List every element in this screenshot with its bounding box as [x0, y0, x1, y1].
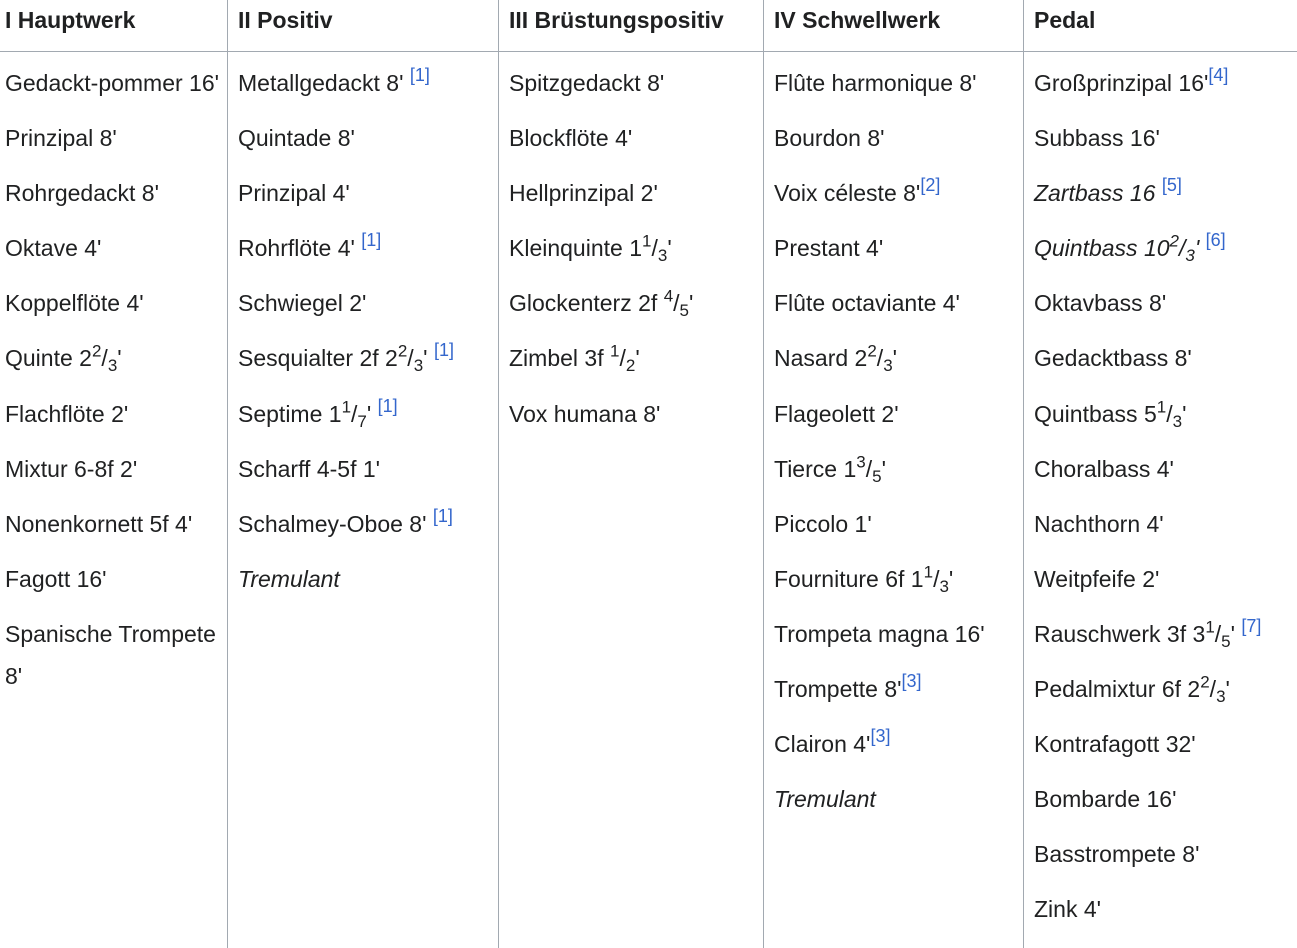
stop-text: Weitpfeife 2': [1034, 565, 1160, 592]
stop-cell: [238, 172, 493, 215]
stop-cell: [1034, 282, 1296, 325]
stop-cell: [774, 227, 1019, 270]
footnote-reference-label: [1]: [361, 230, 382, 251]
stop-text: /: [619, 345, 626, 372]
stop-text: ': [892, 345, 898, 372]
stop-text: Zink 4': [1034, 896, 1102, 923]
fraction-numerator: 3: [856, 452, 866, 472]
stop-text: Flageolett 2': [774, 400, 899, 427]
stop-text: Vox humana 8': [509, 400, 661, 427]
stop-cell: [774, 613, 1019, 656]
stop-text: ': [881, 455, 886, 482]
fraction-denominator: 3: [1172, 411, 1183, 431]
fraction-denominator: 3: [883, 356, 893, 376]
header-schwellwerk: IV Schwellwerk: [774, 7, 941, 33]
fraction-numerator: 2: [1169, 231, 1179, 251]
stop-text: Quintade 8': [238, 125, 355, 152]
stop-cell: [774, 723, 1019, 766]
column-pedal: [1034, 62, 1296, 944]
header-bruestungspositiv: III Brüstungspositiv: [509, 7, 724, 33]
stop-cell: [774, 337, 1019, 380]
stop-text: Rauschwerk 3f 3: [1034, 620, 1206, 647]
stop-text: /: [1166, 400, 1173, 427]
fraction-denominator: 3: [107, 356, 118, 376]
stop-text: Gedacktbass 8': [1034, 345, 1192, 372]
stop-text: ': [948, 565, 954, 592]
stop-text: Scharff 4-5f 1': [238, 455, 381, 482]
stop-cell: [1034, 227, 1296, 270]
stop-cell: [509, 62, 759, 105]
stop-cell: [774, 558, 1019, 601]
stop-cell: [5, 172, 220, 215]
stop-text: Flûte harmonique 8': [774, 70, 977, 96]
stop-cell: [1034, 833, 1296, 876]
stop-text: Prinzipal 4': [238, 180, 350, 207]
fraction-denominator: 3: [657, 246, 668, 266]
stop-text: ': [1194, 235, 1206, 262]
stop-text: Basstrompete 8': [1034, 841, 1200, 868]
stop-text: ': [423, 345, 434, 372]
footnote-reference-link[interactable]: [433, 340, 454, 371]
fraction-numerator: 1: [609, 342, 620, 362]
stop-text: /: [407, 345, 414, 372]
stop-text: Flachflöte 2': [5, 400, 129, 427]
stop-cell: [1034, 778, 1296, 821]
stop-text: Bourdon 8': [774, 125, 885, 152]
stop-cell: [1034, 117, 1296, 160]
stop-text: Sesquialter 2f 2: [238, 345, 398, 372]
stop-text: /: [351, 400, 358, 427]
stop-text: ': [1225, 676, 1230, 703]
stop-text: Zartbass 16: [1034, 180, 1162, 207]
stop-text: Trompette 8': [774, 676, 902, 703]
stop-text: Großprinzipal 16': [1034, 70, 1209, 96]
stop-text: Clairon 4': [774, 731, 871, 758]
stop-text: Tremulant: [774, 786, 876, 813]
stop-cell: [5, 227, 220, 270]
column-bruestungspositiv: [509, 62, 759, 448]
stop-text: Voix céleste 8': [774, 180, 921, 207]
stop-cell: [238, 558, 493, 601]
stop-text: Hellprinzipal 2': [509, 180, 658, 207]
stop-text: /: [101, 345, 108, 372]
footnote-reference-label: [1]: [377, 395, 398, 416]
stop-text: Tierce 1: [774, 455, 857, 482]
footnote-reference-label: [3]: [870, 726, 891, 747]
fraction-denominator: 7: [357, 411, 367, 431]
fraction-numerator: 2: [867, 342, 877, 362]
stop-text: Rohrgedackt 8': [5, 180, 159, 207]
stop-text: ': [1182, 400, 1187, 427]
column-positiv: [238, 62, 493, 613]
stop-cell: [238, 117, 493, 160]
footnote-reference-label: [1]: [409, 65, 430, 86]
footnote-reference-label: [5]: [1161, 175, 1182, 196]
stop-text: Oktavbass 8': [1034, 290, 1167, 317]
stop-cell: [774, 448, 1019, 491]
footnote-reference-link[interactable]: [1161, 175, 1182, 206]
stop-text: Koppelflöte 4': [5, 290, 144, 317]
stop-text: Tremulant: [238, 565, 340, 592]
footnote-reference-link[interactable]: [1241, 616, 1262, 647]
stop-cell: [1034, 888, 1296, 931]
footnote-reference-link[interactable]: [377, 395, 398, 427]
stop-cell: [5, 282, 220, 325]
fraction-numerator: 1: [642, 231, 652, 251]
footnote-reference-link[interactable]: [1208, 65, 1229, 96]
stop-text: /: [1179, 235, 1186, 262]
fraction-numerator: 2: [1200, 672, 1210, 692]
column-schwellwerk: [774, 62, 1019, 833]
stop-cell: [238, 227, 493, 270]
stop-cell: [238, 448, 493, 491]
column-divider: [498, 0, 499, 948]
stop-text: Fourniture 6f 1: [774, 565, 924, 592]
fraction-denominator: 5: [872, 466, 882, 486]
stop-text: ': [635, 345, 640, 372]
stop-text: /: [865, 455, 873, 482]
footnote-reference-label: [1]: [433, 340, 454, 361]
stop-text: Mixtur 6-8f 2': [5, 455, 138, 482]
stop-text: Schwiegel 2': [238, 290, 367, 317]
footnote-reference-link[interactable]: [1205, 230, 1226, 261]
stop-text: Oktave 4': [5, 235, 102, 262]
stop-cell: [238, 503, 493, 546]
fraction-numerator: 2: [91, 342, 102, 362]
footnote-reference-label: [6]: [1205, 230, 1226, 251]
stop-text: Schalmey-Oboe 8': [238, 510, 433, 537]
stop-cell: [774, 117, 1019, 160]
stop-cell: [1034, 613, 1296, 656]
table-header-row: [0, 0, 1297, 52]
header-positiv: II Positiv: [238, 7, 333, 33]
stop-cell: [5, 337, 220, 380]
stop-text: ': [667, 235, 672, 262]
column-hauptwerk: [5, 62, 220, 711]
stop-cell: [5, 448, 220, 491]
stop-text: Quintbass 5: [1034, 400, 1157, 427]
stop-cell: [5, 62, 220, 105]
stop-text: ': [1230, 620, 1242, 647]
fraction-denominator: 3: [1185, 246, 1195, 266]
fraction-numerator: 4: [663, 287, 674, 307]
footnote-reference-link[interactable]: [920, 175, 941, 206]
stop-text: /: [933, 565, 940, 592]
stop-text: Flûte octaviante 4': [774, 290, 960, 317]
footnote-reference-label: [2]: [920, 175, 941, 196]
stop-cell: [774, 503, 1019, 546]
stop-text: Bombarde 16': [1034, 786, 1177, 813]
stop-cell: [1034, 668, 1296, 711]
fraction-denominator: 5: [1221, 632, 1231, 652]
stop-cell: [5, 558, 220, 601]
footnote-reference-link[interactable]: [361, 230, 382, 261]
stop-text: Blockflöte 4': [509, 125, 633, 152]
stop-cell: [774, 778, 1019, 821]
footnote-reference-link[interactable]: [409, 65, 430, 96]
stop-text: Kleinquinte 1: [509, 235, 642, 262]
fraction-numerator: 1: [923, 562, 934, 582]
fraction-denominator: 5: [679, 301, 690, 321]
stop-text: Gedackt-pommer 16': [5, 70, 220, 96]
stop-cell: [1034, 62, 1296, 105]
stop-text: Spitzgedackt 8': [509, 70, 665, 96]
column-divider: [227, 0, 228, 948]
stop-cell: [1034, 503, 1296, 546]
footnote-reference-link[interactable]: [870, 726, 891, 757]
stop-cell: [238, 62, 493, 105]
stop-cell: [5, 117, 220, 160]
stop-text: Choralbass 4': [1034, 455, 1174, 482]
stop-text: Nonenkornett 5f 4': [5, 510, 193, 537]
stop-text: Fagott 16': [5, 565, 107, 592]
stop-text: ': [366, 400, 378, 427]
stop-cell: [509, 393, 759, 436]
stop-text: Nachthorn 4': [1034, 510, 1164, 537]
stop-cell: [5, 503, 220, 546]
stop-cell: [774, 393, 1019, 436]
footnote-reference-link[interactable]: [432, 505, 453, 537]
stop-text: Piccolo 1': [774, 510, 872, 537]
stop-cell: [509, 227, 759, 270]
stop-cell: [1034, 393, 1296, 436]
stop-text: Spanische Trompete 8': [5, 620, 216, 690]
footnote-reference-label: [4]: [1208, 65, 1229, 86]
fraction-denominator: 3: [939, 576, 949, 596]
stop-cell: [238, 393, 493, 436]
column-divider: [1023, 0, 1024, 948]
fraction-denominator: 3: [413, 356, 424, 376]
stop-text: Metallgedackt 8': [238, 70, 410, 96]
stop-cell: [509, 337, 759, 380]
stop-text: Trompeta magna 16': [774, 620, 985, 647]
stop-text: /: [673, 290, 680, 317]
stop-cell: [5, 613, 220, 698]
footnote-reference-label: [1]: [432, 505, 453, 526]
stop-cell: [1034, 558, 1296, 601]
stop-text: /: [876, 345, 884, 372]
stop-text: Prestant 4': [774, 235, 884, 262]
stop-cell: [774, 282, 1019, 325]
stop-cell: [509, 117, 759, 160]
header-pedal: Pedal: [1034, 7, 1096, 33]
header-hauptwerk: I Hauptwerk: [5, 7, 136, 33]
fraction-numerator: 1: [341, 397, 352, 417]
column-divider: [763, 0, 764, 948]
stop-text: /: [651, 235, 658, 262]
stop-cell: [238, 282, 493, 325]
stop-text: Quinte 2: [5, 345, 92, 372]
footnote-reference-link[interactable]: [901, 671, 922, 702]
fraction-denominator: 3: [1216, 687, 1226, 707]
stop-text: Septime 1: [238, 400, 342, 427]
stop-text: /: [1209, 676, 1217, 703]
stop-text: ': [117, 345, 122, 372]
footnote-reference-label: [3]: [901, 671, 922, 692]
fraction-numerator: 1: [1205, 617, 1215, 637]
stop-text: Subbass 16': [1034, 125, 1160, 152]
stop-cell: [5, 393, 220, 436]
footnote-reference-label: [7]: [1241, 616, 1262, 637]
stop-cell: [1034, 337, 1296, 380]
stop-text: /: [1214, 620, 1222, 647]
fraction-numerator: 1: [1156, 397, 1167, 417]
fraction-numerator: 2: [397, 342, 408, 362]
stop-cell: [238, 337, 493, 380]
stop-cell: [509, 172, 759, 215]
stop-cell: [1034, 723, 1296, 766]
fraction-denominator: 2: [625, 356, 636, 376]
stop-text: Nasard 2: [774, 345, 868, 372]
stop-text: Quintbass 10: [1034, 235, 1170, 262]
stop-text: Kontrafagott 32': [1034, 731, 1196, 758]
stop-text: Rohrflöte 4': [238, 235, 362, 262]
stop-cell: [774, 172, 1019, 215]
stop-cell: [509, 282, 759, 325]
stop-text: Pedalmixtur 6f 2: [1034, 676, 1201, 703]
stop-cell: [774, 668, 1019, 711]
stop-text: Glockenterz 2f: [509, 290, 664, 317]
stop-cell: [774, 62, 1019, 105]
stop-text: ': [689, 290, 694, 317]
stop-text: Prinzipal 8': [5, 125, 117, 152]
stop-cell: [1034, 172, 1296, 215]
stop-text: Zimbel 3f: [509, 345, 610, 372]
stop-cell: [1034, 448, 1296, 491]
